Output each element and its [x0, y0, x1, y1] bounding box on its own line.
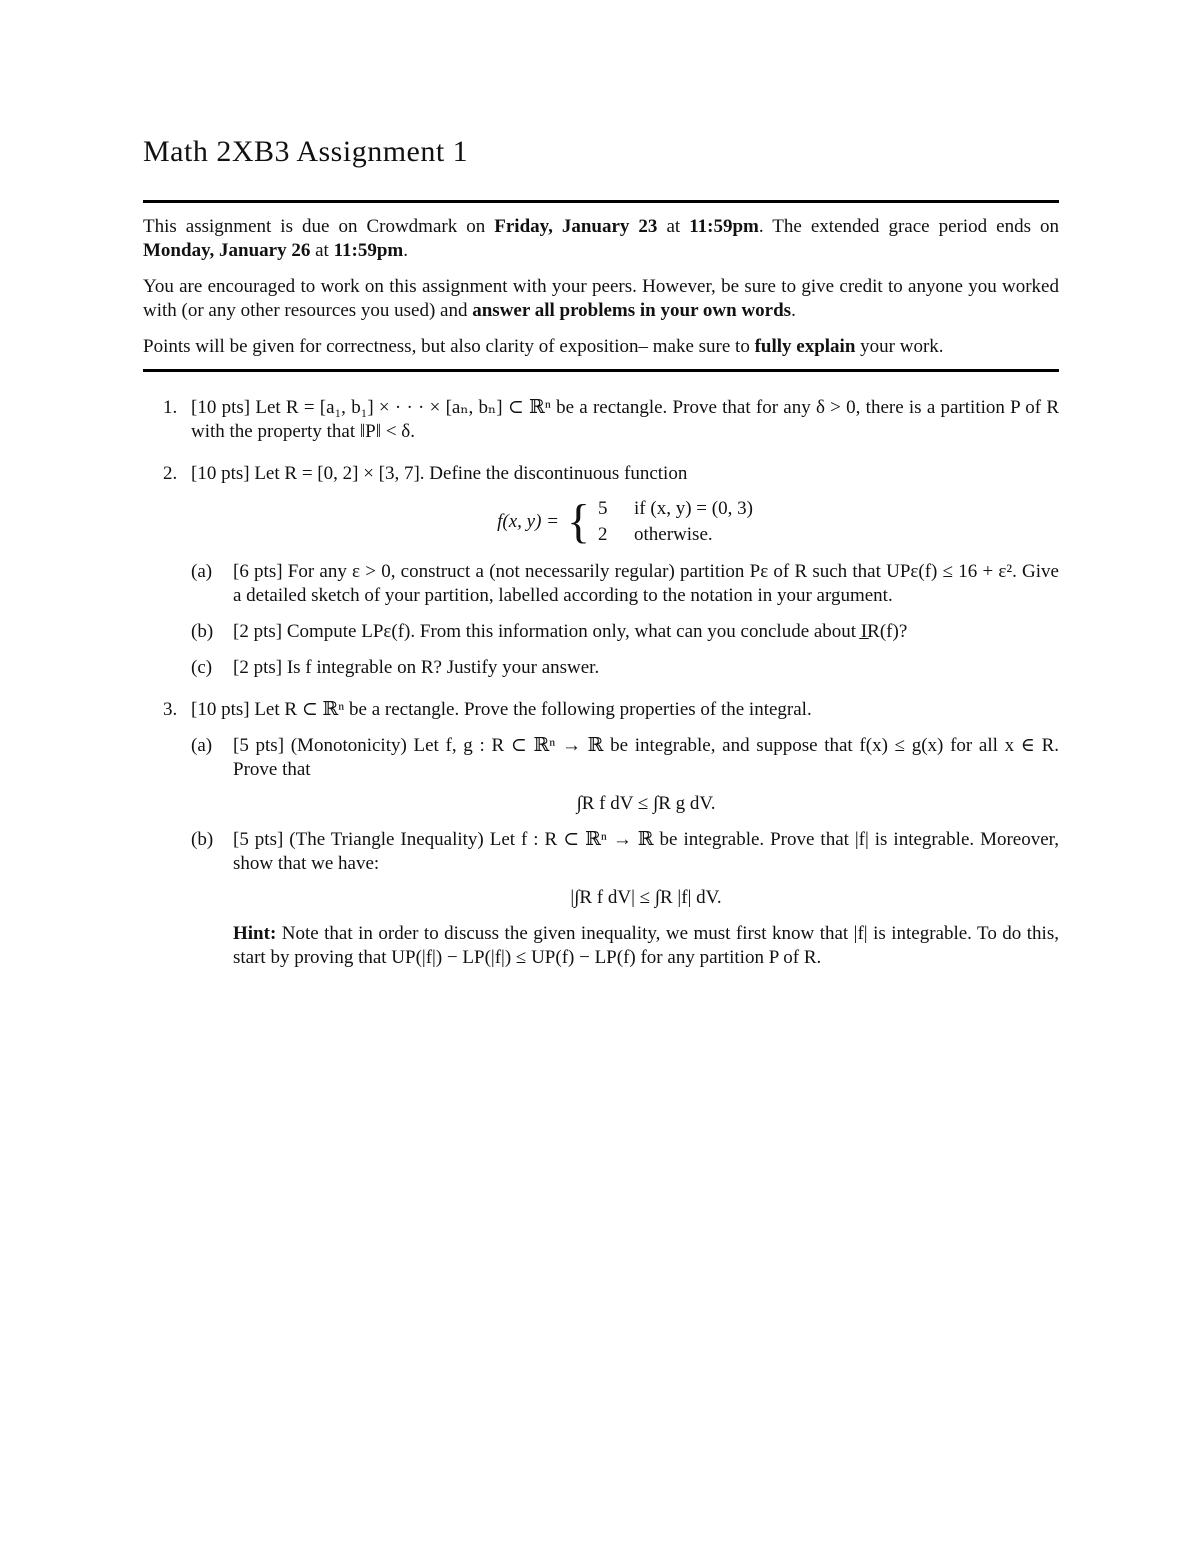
bottom-rule — [143, 369, 1059, 372]
subproblem-label: (a) — [191, 561, 213, 582]
problem-list — [143, 396, 1059, 988]
problem-3b — [191, 828, 1059, 970]
problem-text: [10 pts] Let R = [0, 2] × [3, 7]. Define the discontinuous function — [191, 463, 688, 484]
top-rule — [143, 200, 1059, 203]
grace-time: 11:59pm — [333, 240, 404, 261]
due-time: 11:59pm — [689, 216, 759, 237]
left-brace: { — [566, 495, 591, 548]
hint-paragraph — [233, 922, 1059, 970]
intro-paragraph-collaboration — [143, 275, 1059, 323]
case-condition: otherwise. — [634, 524, 713, 545]
subproblem-label: (b) — [191, 621, 214, 642]
problem-number: 2. — [163, 463, 178, 484]
problem-3 — [143, 698, 1059, 970]
intro-text: . — [403, 240, 408, 261]
hint-label: Hint: — [233, 923, 277, 944]
cases — [598, 496, 753, 548]
subproblem-label: (a) — [191, 735, 213, 756]
grace-date: Monday, January 26 — [143, 240, 311, 261]
problem-number: 3. — [163, 699, 178, 720]
emphasis-explain: fully explain — [754, 336, 856, 357]
problem-1 — [143, 396, 1059, 444]
problem-2 — [143, 462, 1059, 680]
intro-paragraph-grading — [143, 335, 1059, 359]
problem-text: [10 pts] Let R ⊂ ℝⁿ be a rectangle. Prove the following properties of the integral. — [191, 699, 812, 720]
intro-text: You are encouraged to work on this assignment with your peers. However, be sure to give credit to anyone you worked with (or any other resources you used) and — [143, 276, 1059, 321]
intro-text: your work. — [855, 336, 944, 357]
hint-text: Note that in order to discuss the given inequality, we must first know that |f| is integrable. To do this, start by proving that UP(|f|) − LP(|f|) ≤ UP(f) − LP(f) for any partition P of R. — [233, 923, 1059, 968]
monotonicity-inequality: ∫R f dV ≤ ∫R g dV. — [576, 793, 716, 814]
subproblem-text: [6 pts] For any ε > 0, construct a (not necessarily regular) partition Pε of R such that UPε(f) ≤ 16 + ε². Give a detailed sketch of your partition, labelled according to the notation in your argument. — [233, 561, 1059, 606]
subproblem-text: [5 pts] (Monotonicity) Let f, g : R ⊂ ℝⁿ → ℝ be integrable, and suppose that f(x) ≤ g(x) for all x ∈ R. Prove that — [233, 735, 1059, 780]
problem-text: [10 pts] Let R = [a₁, b₁] × · · · × [aₙ, bₙ] ⊂ ℝⁿ be a rectangle. Prove that for any δ > 0, there is a partition P of R with the property that ‖P‖ < δ. — [191, 397, 1059, 442]
case-value: 5 — [598, 498, 608, 519]
problem-3a — [191, 734, 1059, 816]
subproblem-text: [5 pts] (The Triangle Inequality) Let f : R ⊂ ℝⁿ → ℝ be integrable. Prove that |f| is integrable. Moreover, show that we have: — [233, 829, 1059, 874]
intro-section — [143, 215, 1059, 371]
subproblem-text: [2 pts] Compute LPε(f). From this information only, what can you conclude about I̲R(f)? — [233, 621, 908, 642]
intro-text: This assignment is due on Crowdmark on — [143, 216, 495, 237]
intro-text: . The extended grace period ends on — [758, 216, 1059, 237]
emphasis-own-words: answer all problems in your own words — [472, 300, 792, 321]
case-value: 2 — [598, 524, 608, 545]
due-date: Friday, January 23 — [494, 216, 658, 237]
intro-text: . — [791, 300, 796, 321]
intro-text: Points will be given for correctness, but also clarity of exposition– make sure to — [143, 336, 755, 357]
intro-text: at — [657, 216, 690, 237]
subproblem-label: (b) — [191, 829, 214, 850]
page-title: Math 2XB3 Assignment 1 — [143, 135, 469, 168]
triangle-inequality: |∫R f dV| ≤ ∫R |f| dV. — [570, 887, 722, 908]
subproblem-label: (c) — [191, 657, 213, 678]
intro-paragraph-due — [143, 215, 1059, 263]
problem-2a — [191, 560, 1059, 608]
case-condition: if (x, y) = (0, 3) — [634, 498, 753, 519]
intro-text: at — [310, 240, 334, 261]
piecewise-definition — [191, 496, 1059, 548]
subproblem-text: [2 pts] Is f integrable on R? Justify your answer. — [233, 657, 600, 678]
problem-2b — [191, 620, 1059, 644]
problem-number: 1. — [163, 397, 178, 418]
problem-2c — [191, 656, 1059, 680]
function-lhs: f(x, y) = — [497, 511, 559, 532]
